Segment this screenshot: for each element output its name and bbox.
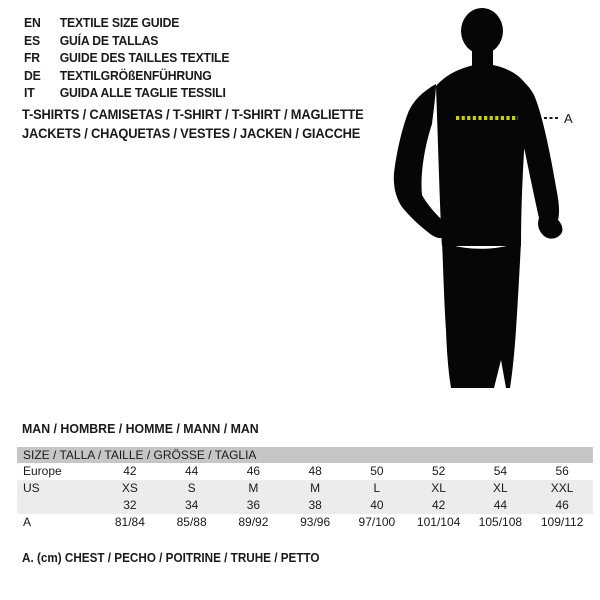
table-cell: XL xyxy=(431,481,446,495)
language-row xyxy=(24,84,229,102)
language-code: EN xyxy=(24,15,41,30)
table-cell: 81/84 xyxy=(114,515,145,529)
table-cell: 42 xyxy=(431,498,446,512)
language-row xyxy=(24,32,229,50)
language-list xyxy=(24,14,229,102)
table-cell: 101/104 xyxy=(416,515,461,529)
man-silhouette-svg xyxy=(388,0,598,400)
table-cell: 42 xyxy=(123,464,137,478)
table-cell: 56 xyxy=(555,464,569,478)
language-code: DE xyxy=(24,67,41,83)
language-label: TEXTILE SIZE GUIDE xyxy=(59,15,180,30)
table-row-chest-a xyxy=(17,514,593,531)
language-label: GUIDA ALLE TAGLIE TESSILI xyxy=(59,85,226,100)
language-row xyxy=(24,67,229,85)
table-cell: 89/92 xyxy=(238,515,269,529)
table-cell: 38 xyxy=(308,498,322,512)
table-cell: 93/96 xyxy=(300,515,331,529)
row-label: A xyxy=(23,515,32,529)
language-code: FR xyxy=(24,50,40,65)
table-cell: L xyxy=(373,481,381,495)
category-line-jackets: JACKETS / CHAQUETAS / VESTES / JACKEN / GIACCHE xyxy=(22,124,361,141)
table-cell: 52 xyxy=(431,464,446,478)
language-row xyxy=(24,14,229,32)
silhouette-legs xyxy=(442,242,521,388)
language-label: GUIDE DES TAILLES TEXTILE xyxy=(59,50,230,65)
language-code: ES xyxy=(24,32,40,48)
table-cell: S xyxy=(187,481,196,495)
language-label: TEXTILGRÖßENFÜHRUNG xyxy=(59,67,212,83)
table-cell: 46 xyxy=(555,498,569,512)
measure-label-a: A xyxy=(564,111,573,126)
language-code: IT xyxy=(24,85,35,100)
section-title-man: MAN / HOMBRE / HOMME / MANN / MAN xyxy=(22,421,259,436)
table-cell: XL xyxy=(493,481,508,495)
man-silhouette-figure xyxy=(388,0,598,400)
table-row-us xyxy=(17,480,593,497)
table-cell: XXL xyxy=(550,481,574,495)
table-cell: 85/88 xyxy=(176,515,207,529)
language-label: GUÍA DE TALLAS xyxy=(59,32,159,48)
category-line-tshirts: T-SHIRTS / CAMISETAS / T-SHIRT / T-SHIRT / MAGLIETTE xyxy=(22,106,364,122)
table-cell: 44 xyxy=(493,498,508,512)
language-row xyxy=(24,49,229,67)
table-cell: 32 xyxy=(123,498,137,512)
table-cell: 105/108 xyxy=(478,515,523,529)
table-cell: 34 xyxy=(184,498,199,512)
table-cell: 50 xyxy=(370,464,384,478)
table-row-europe xyxy=(17,463,593,480)
row-label: US xyxy=(23,481,40,495)
row-label: Europe xyxy=(23,464,62,478)
size-table-header: SIZE / TALLA / TAILLE / GRÖSSE / TAGLIA xyxy=(17,447,593,463)
table-cell: 46 xyxy=(246,464,261,478)
table-cell: M xyxy=(310,481,321,495)
table-cell: 36 xyxy=(246,498,261,512)
table-cell: 48 xyxy=(308,464,322,478)
table-cell: M xyxy=(248,481,259,495)
table-cell: 44 xyxy=(184,464,199,478)
measurement-footnote: A. (cm) CHEST / PECHO / POITRINE / TRUHE / PETTO xyxy=(22,550,320,565)
category-lines xyxy=(22,105,364,142)
table-cell: 97/100 xyxy=(358,515,396,529)
table-row-alt-size xyxy=(17,497,593,514)
row-label xyxy=(17,497,99,514)
table-cell: 54 xyxy=(493,464,508,478)
table-cell: 109/112 xyxy=(540,515,584,529)
table-cell: 40 xyxy=(370,498,384,512)
size-table xyxy=(17,447,593,531)
table-cell: XS xyxy=(121,481,138,495)
